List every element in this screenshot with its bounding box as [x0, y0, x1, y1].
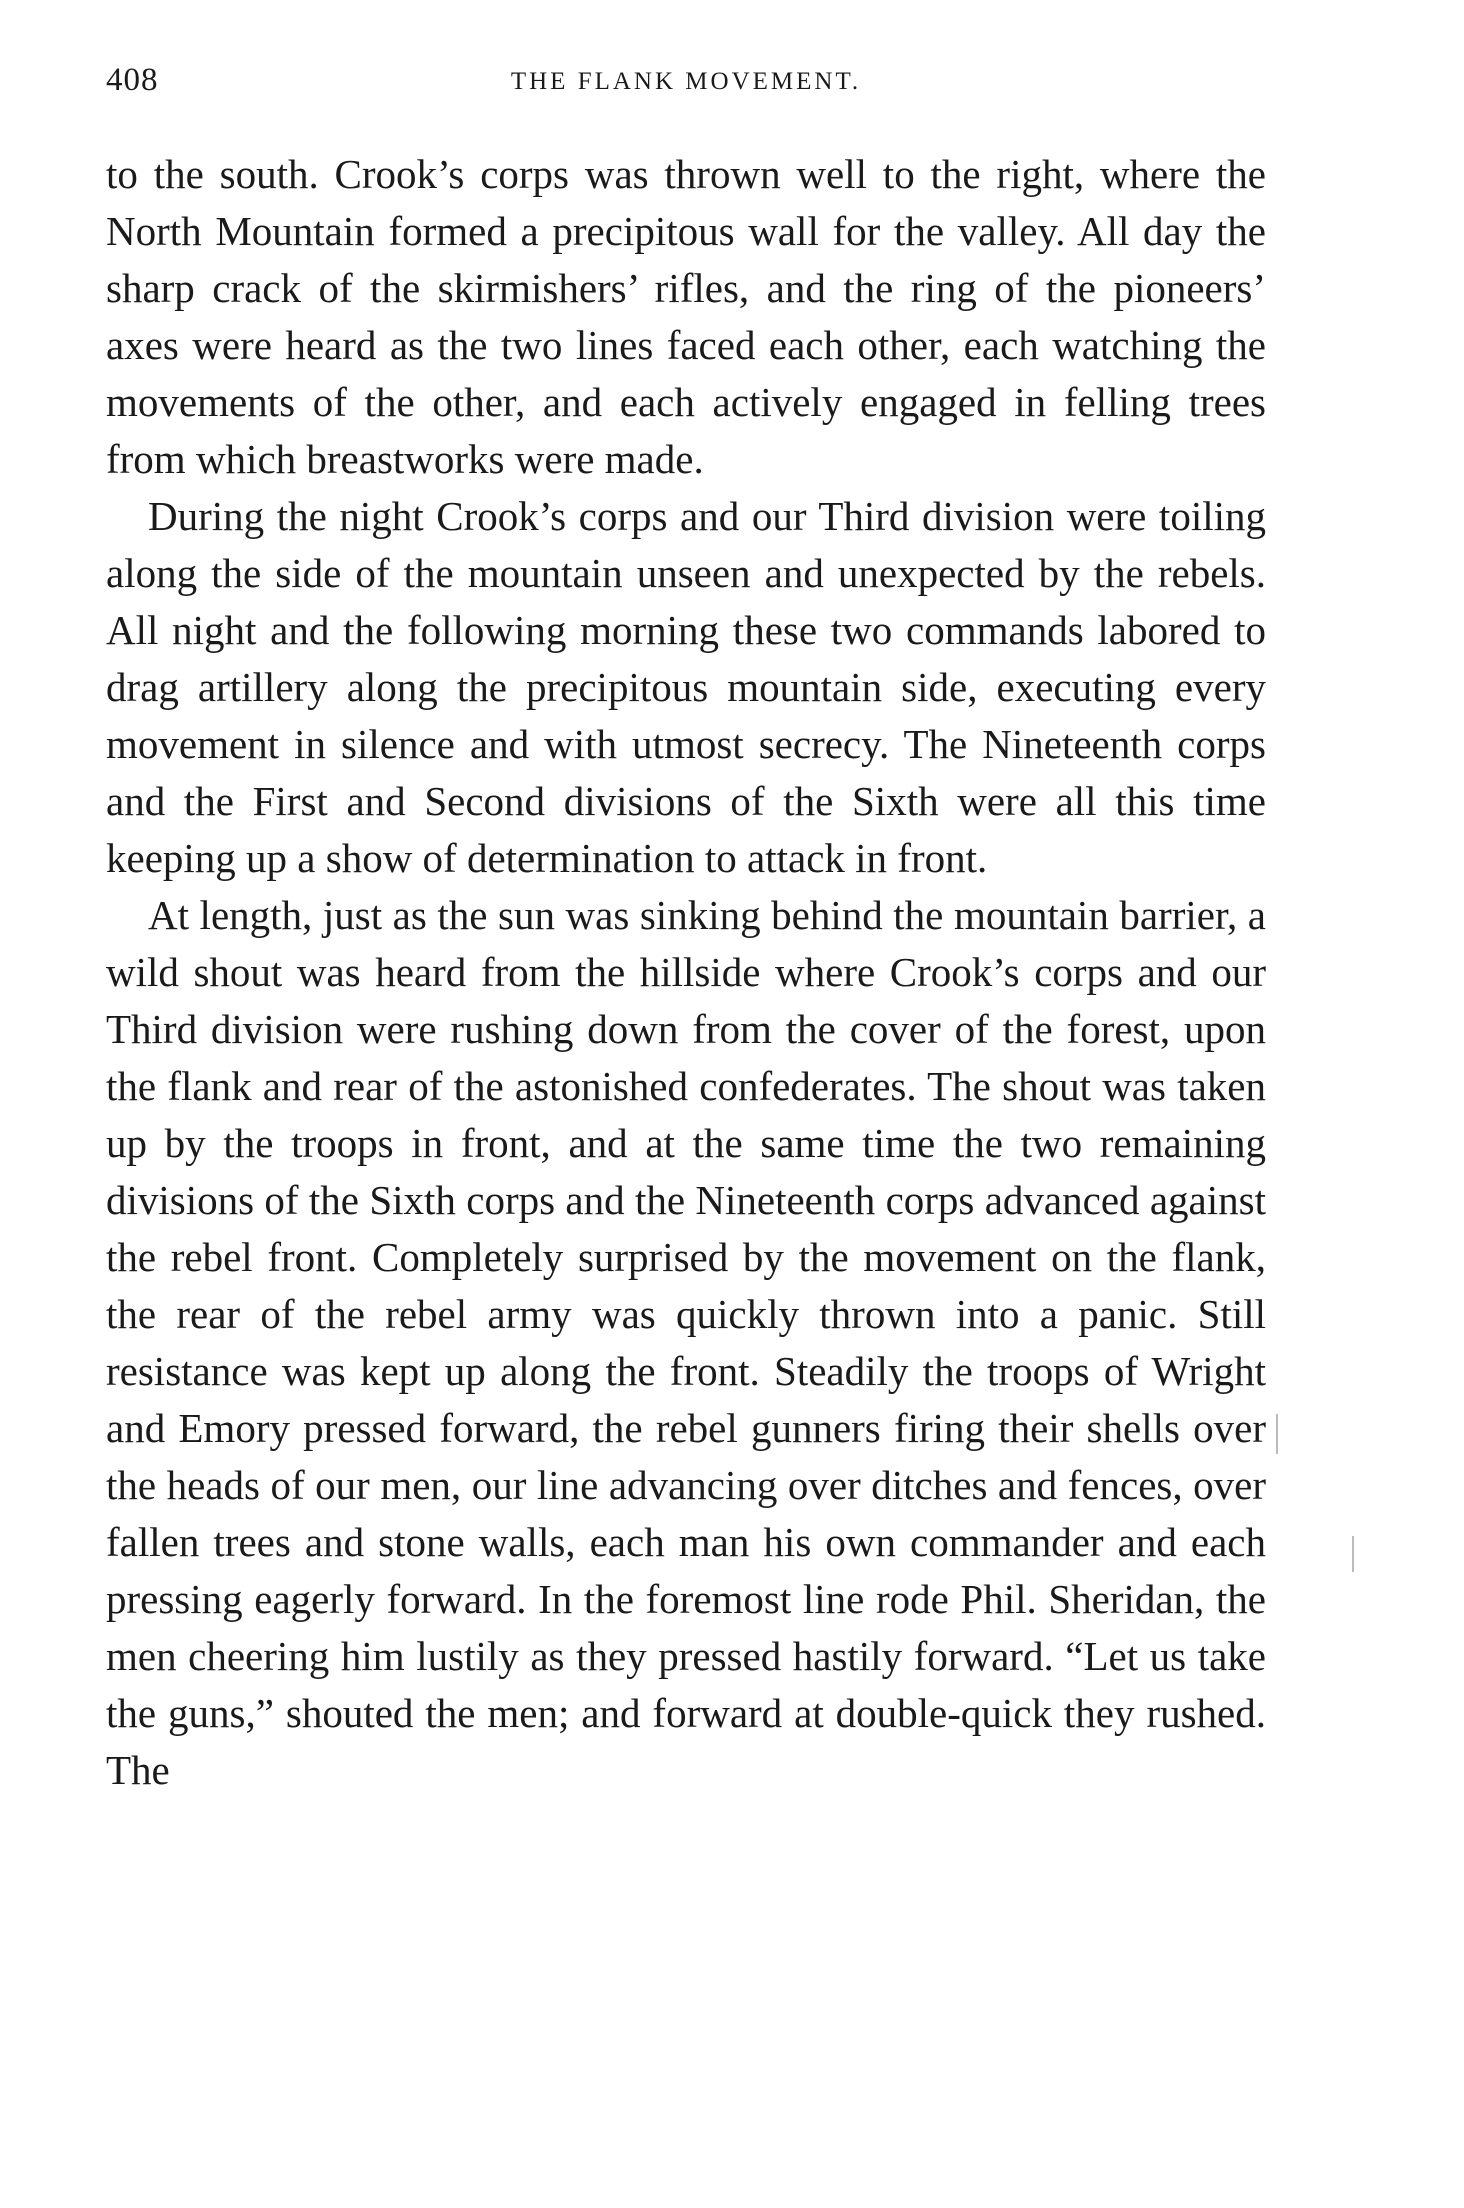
running-title: THE FLANK MOVEMENT.: [510, 68, 862, 95]
page-header: [106, 62, 1266, 106]
paragraph-night-march: During the night Crook’s corps and our Third division were toiling along the side of the mountain unseen and unexpected by the rebels. All night and the following morning these two commands labored to drag artillery along the precipitous mountain side, executing every movement in silence and with utmost secrecy. The Nineteenth corps and the First and Second divisions of the Sixth were all this time keeping up a show of determination to attack in front.: [106, 493, 1266, 881]
paragraph-attack: At length, just as the sun was sinking behind the mountain barrier, a wild shout was heard from the hillside where Crook’s corps and our Third division were rushing down from the cover of the forest, upon the flank and rear of the astonished confederates. The shout was taken up by the troops in front, and at the same time the two remaining divisions of the Sixth corps and the Nineteenth corps advanced against the rebel front. Completely surprised by the movement on the flank, the rear of the rebel army was quickly thrown into a panic. Still resistance was kept up along the front. Steadily the troops of Wright and Emory pressed forward, the rebel gunners firing their shells over the heads of our men, our line advancing over ditches and fences, over fallen trees and stone walls, each man his own commander and each pressing eagerly forward. In the foremost line rode Phil. Sheridan, the men cheering him lustily as they pressed hastily forward. “Let us take the guns,” shouted the men; and forward at double-quick they rushed. The: [106, 892, 1266, 1793]
paragraph-continued: to the south. Crook’s corps was thrown well to the right, where the North Mountain formed a precipitous wall for the valley. All day the sharp crack of the skirmishers’ rifles, and the ring of the pioneers’ axes were heard as the two lines faced each other, each watching the movements of the other, and each actively engaged in felling trees from which breastworks were made.: [106, 151, 1266, 482]
page-number: 408: [106, 62, 159, 98]
margin-mark: [1352, 1536, 1354, 1572]
body-text: [106, 146, 1266, 1799]
margin-mark: [1276, 1414, 1278, 1454]
